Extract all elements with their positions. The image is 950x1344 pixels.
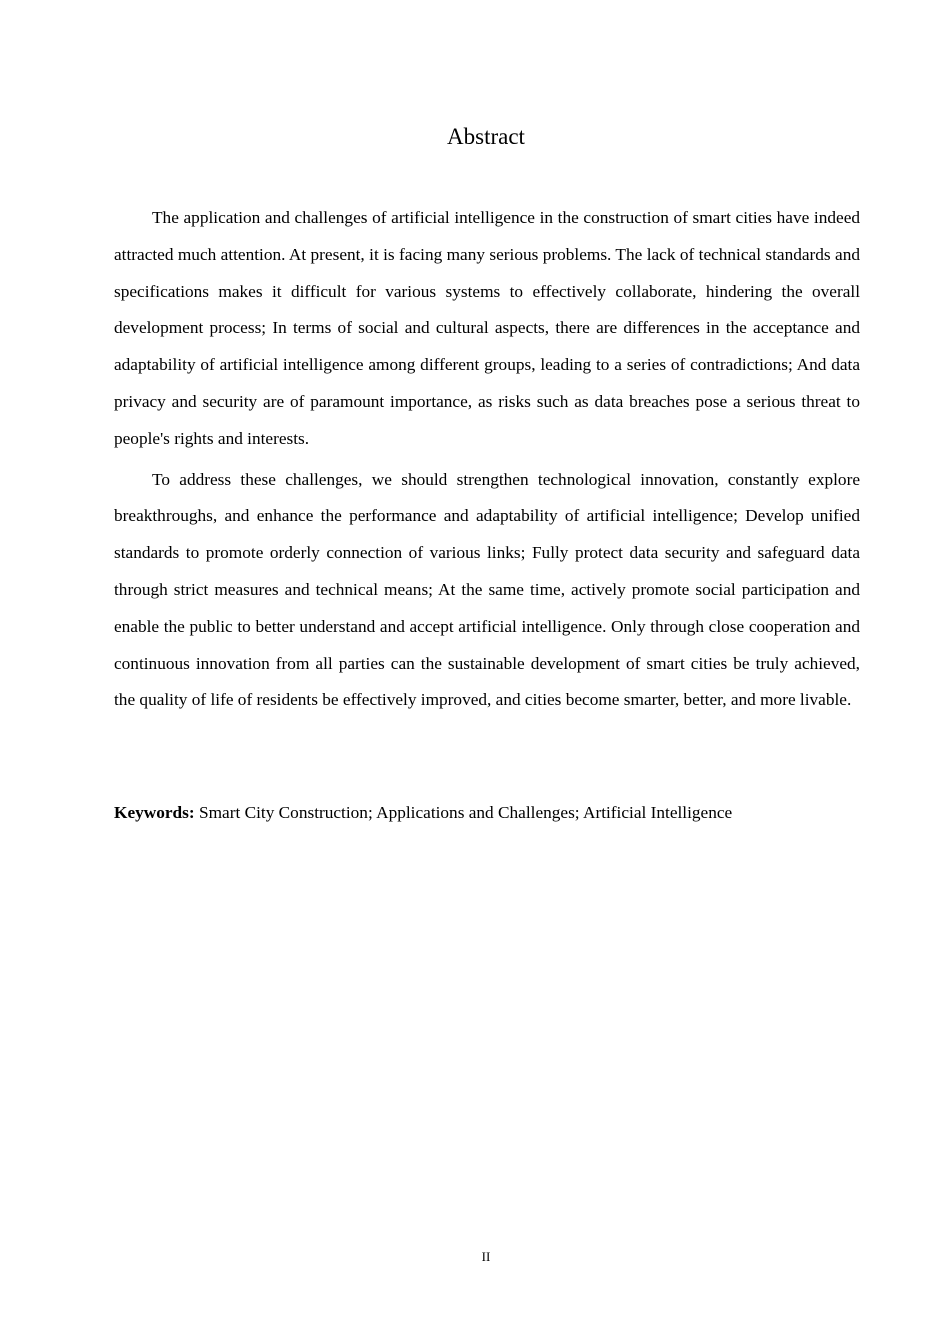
keywords-label: Keywords:: [114, 803, 195, 822]
keywords-value: Smart City Construction; Applications and Challenges; Artificial Intelligence: [198, 803, 733, 822]
abstract-paragraph-1: The application and challenges of artificial intelligence in the construction of smart cities have indeed attracted much attention. At present, it is facing many serious problems. The lack of technical standards and specifications makes it difficult for various systems to effectively collaborate, hindering the overall development process; In terms of social and cultural aspects, there are differences in the acceptance and adaptability of artificial intelligence among different groups, leading to a series of contradictions; And data privacy and security are of paramount importance, as risks such as data breaches pose a serious threat to people's rights and interests.: [114, 208, 860, 448]
abstract-body: [114, 200, 860, 719]
page-number: II: [481, 1249, 491, 1264]
keywords-line: [114, 798, 860, 828]
abstract-title: Abstract: [447, 124, 525, 149]
abstract-paragraph-2: To address these challenges, we should strengthen technological innovation, constantly explore breakthroughs, and enhance the performance and adaptability of artificial intelligence; Develop unified standards to promote orderly connection of various links; Fully protect data security and safeguard data through strict measures and technical means; At the same time, actively promote social participation and enable the public to better understand and accept artificial intelligence. Only through close cooperation and continuous innovation from all parties can the sustainable development of smart cities be truly achieved, the quality of life of residents be effectively improved, and cities become smarter, better, and more livable.: [114, 469, 860, 710]
